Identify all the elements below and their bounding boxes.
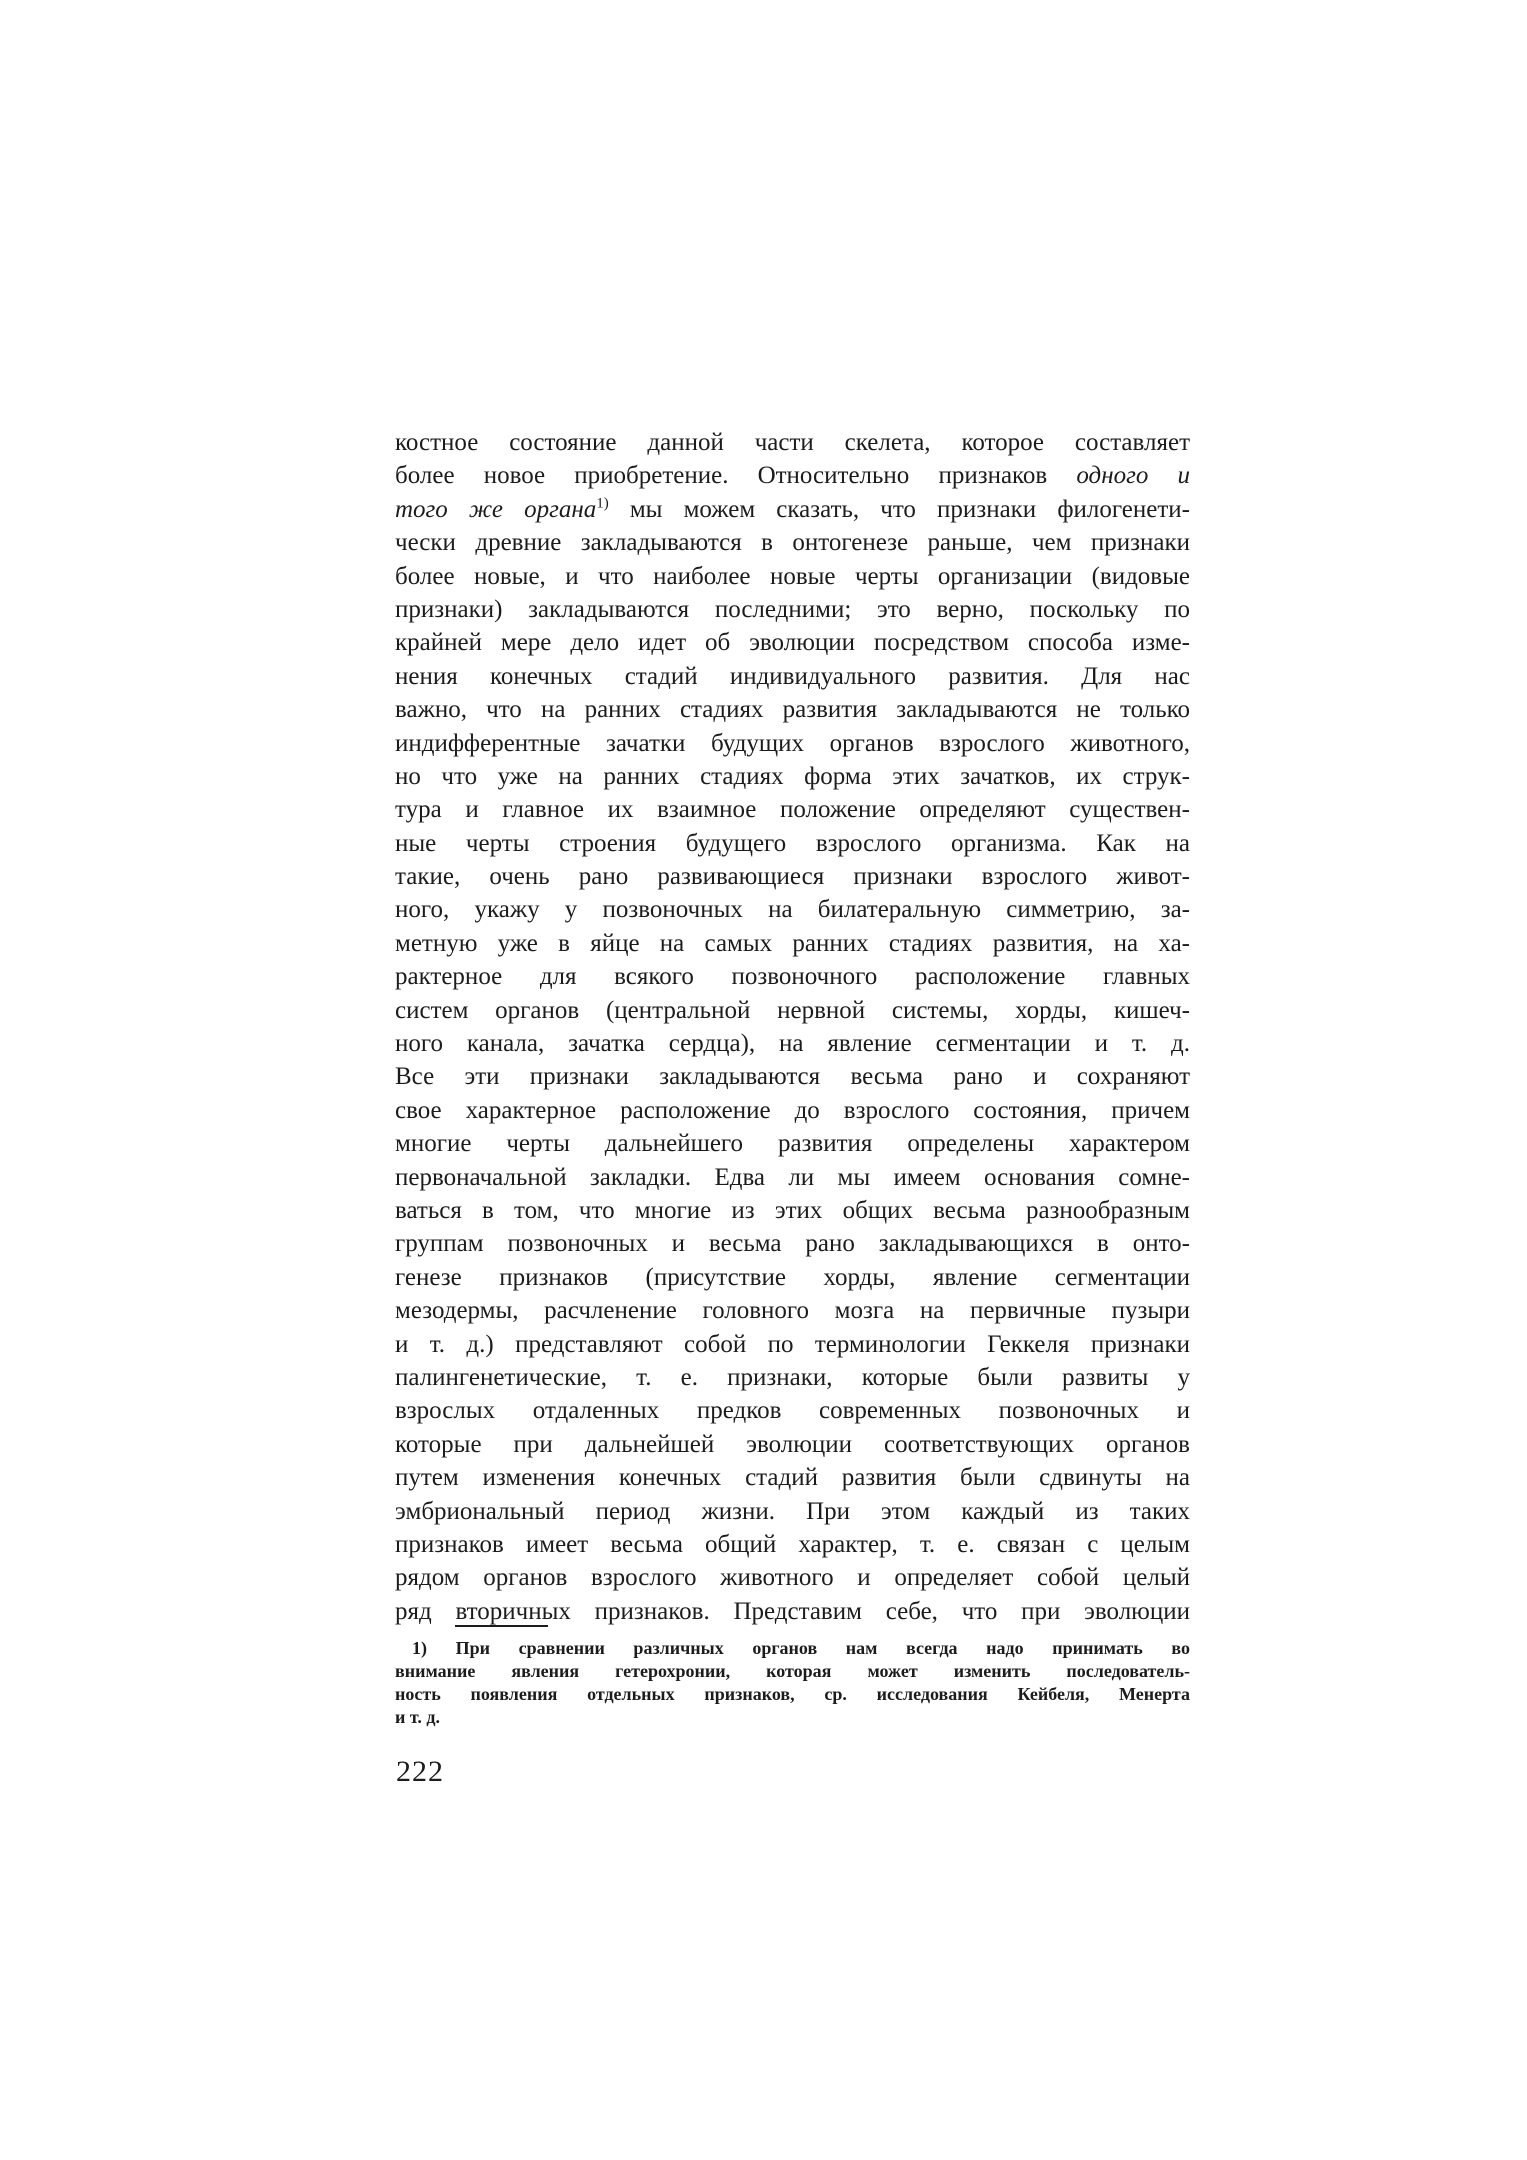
text-line: мезодермы, расчленение головного мозга на первичные пузыри xyxy=(395,1297,1190,1325)
text-line: группам позвоночных и весьма рано закладывающихся в онто- xyxy=(395,1230,1190,1258)
text-line: признаков имеет весьма общий характер, т. е. связан с целым xyxy=(395,1530,1190,1558)
text-line: такие, очень рано развивающиеся признаки взрослого живот- xyxy=(395,863,1190,891)
text-line xyxy=(395,459,1190,492)
text-line: крайней мере дело идет об эволюции посредством способа изме- xyxy=(395,629,1190,657)
text-line: метную уже в яйце на самых ранних стадиях развития, на ха- xyxy=(395,929,1190,957)
text-line: Все эти признаки закладываются весьма рано и сохраняют xyxy=(395,1063,1190,1091)
text-line: палингенетические, т. е. признаки, которые были развиты у xyxy=(395,1363,1190,1391)
footnote-line: внимание явления гетерохронии, которая может изменить последователь- xyxy=(395,1661,1190,1681)
text-line: многие черты дальнейшего развития определены характером xyxy=(395,1130,1190,1158)
text-line: чески древние закладываются в онтогенезе раньше, чем признаки xyxy=(395,529,1190,557)
footnote-reference: 1) xyxy=(596,495,609,512)
text-line: рядом органов взрослого животного и определяет собой целый xyxy=(395,1564,1190,1592)
text-line: ряд вторичных признаков. Представим себе, что при эволюции xyxy=(395,1597,1190,1625)
text-line: ваться в том, что многие из этих общих весьма разнообразным xyxy=(395,1196,1190,1224)
italic-term: одного и xyxy=(1076,462,1190,490)
text-line: первоначальной закладки. Едва ли мы имеем основания сомне- xyxy=(395,1163,1190,1191)
text-fragment: мы можем сказать, что признаки филогенети- xyxy=(629,495,1190,523)
text-line: взрослых отдаленных предков современных позвоночных и xyxy=(395,1397,1190,1425)
text-line: путем изменения конечных стадий развития были сдвинуты на xyxy=(395,1464,1190,1492)
text-line: индифферентные зачатки будущих органов взрослого животного, xyxy=(395,729,1190,757)
text-line: более новые, и что наиболее новые черты организации (видовые xyxy=(395,562,1190,590)
footnote-line: ность появления отдельных признаков, ср. исследования Кейбеля, Менерта xyxy=(395,1684,1190,1704)
text-line: нения конечных стадий индивидуального развития. Для нас xyxy=(395,662,1190,690)
text-line: ного канала, зачатка сердца), на явление сегментации и т. д. xyxy=(395,1030,1190,1058)
text-line: эмбриональный период жизни. При этом каждый из таких xyxy=(395,1497,1190,1525)
text-line: рактерное для всякого позвоночного расположение главных xyxy=(395,963,1190,991)
page-number: 222 xyxy=(396,1755,444,1788)
text-line: тура и главное их взаимное положение определяют существен- xyxy=(395,796,1190,824)
text-line: важно, что на ранних стадиях развития закладываются не только xyxy=(395,696,1190,724)
text-line: ные черты строения будущего взрослого организма. Как на xyxy=(395,829,1190,857)
text-line: и т. д.) представляют собой по терминологии Геккеля признаки xyxy=(395,1330,1190,1358)
text-line: которые при дальнейшей эволюции соответствующих органов xyxy=(395,1430,1190,1458)
footnote-divider xyxy=(455,1625,548,1627)
text-line xyxy=(395,493,1190,526)
text-fragment: более новое приобретение. Относительно признаков xyxy=(395,462,1048,490)
text-line: свое характерное расположение до взрослого состояния, причем xyxy=(395,1096,1190,1124)
footnote-text: При сравнении различных органов нам всегда надо принимать во xyxy=(455,1638,1191,1658)
main-text xyxy=(395,426,1190,1628)
text-line: генезе признаков (присутствие хорды, явление сегментации xyxy=(395,1263,1190,1291)
text-line: костное состояние данной части скелета, которое составляет xyxy=(395,429,1190,456)
text-line: но что уже на ранних стадиях форма этих зачатков, их струк- xyxy=(395,762,1190,790)
text-line: признаки) закладываются последними; это верно, поскольку по xyxy=(395,595,1190,623)
footnote-marker: 1) xyxy=(412,1638,427,1658)
footnote xyxy=(395,1637,1190,1729)
footnote-line: и т. д. xyxy=(395,1707,440,1727)
italic-term: того же органа xyxy=(395,495,597,523)
text-line: ного, укажу у позвоночных на билатеральную симметрию, за- xyxy=(395,896,1190,924)
text-line: систем органов (центральной нервной системы, хорды, кишеч- xyxy=(395,996,1190,1024)
footnote-line xyxy=(395,1637,1190,1660)
